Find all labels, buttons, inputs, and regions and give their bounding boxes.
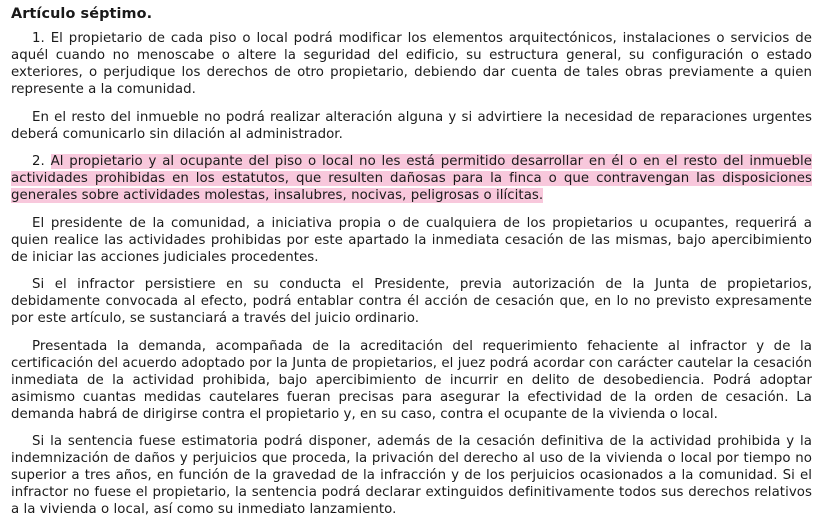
paragraph-2-2: El presidente de la comunidad, a iniciativa propia o de cualquiera de los propietarios u ocupantes, requerirá a quien realice las actividades prohibidas por este apartado la inmediata cesación de las mismas, bajo apercibimiento de iniciar las acciones judiciales procedentes. [11, 215, 812, 265]
paragraph-2-5: Si la sentencia fuese estimatoria podrá disponer, además de la cesación definitiva de la actividad prohibida y la indemnización de daños y perjuicios que proceda, la privación del derecho al uso de la vivienda o local por tiempo no superior a tres años, en función de la gravedad de la infracción y de los perjuicios ocasionados a la comunidad. Si el infractor no fuese el propietario, la sentencia podrá declarar extinguidos definitivamente todos sus derechos relativos a la vivienda o local, así como su inmediato lanzamiento. [11, 434, 812, 517]
highlighted-text[interactable]: Al propietario y al ocupante del piso o local no les está permitido desarrollar en él o en el resto del inmueble actividades prohibidas en los estatutos, que resulten dañosas para la finca o que contravengan las disposiciones generales sobre actividades molestas, insalubres, nocivas, peligrosas o ilícitas. [11, 154, 812, 203]
article-title: Artículo séptimo. [11, 6, 153, 22]
paragraph-2-4: Presentada la demanda, acompañada de la acreditación del requerimiento fehaciente al infractor y de la certificación del acuerdo adoptado por la Junta de propietarios, el juez podrá acordar con carácter cautelar la cesación inmediata de la actividad prohibida, bajo apercibimiento de incurrir en delito de desobediencia. Podrá adoptar asimismo cuantas medidas cautelares fueran precisas para asegurar la efectividad de la orden de cesación. La demanda habrá de dirigirse contra el propietario y, en su caso, contra el ocupante de la vivienda o local. [11, 338, 812, 422]
paragraph-number: 2. [32, 154, 51, 169]
paragraph-1-2: En el resto del inmueble no podrá realizar alteración alguna y si advirtiere la necesidad de reparaciones urgentes deberá comunicarlo sin dilación al administrador. [11, 109, 812, 142]
paragraph-2-1 [11, 153, 812, 204]
paragraph-2-3: Si el infractor persistiere en su conducta el Presidente, previa autorización de la Junta de propietarios, debidamente convocada al efecto, podrá entablar contra él acción de cesación que, en lo no previsto expresamente por este artículo, se sustanciará a través del juicio ordinario. [11, 277, 812, 326]
paragraph-1-1: 1. El propietario de cada piso o local podrá modificar los elementos arquitectónicos, instalaciones o servicios de aquél cuando no menoscabe o altere la seguridad del edificio, su estructura general, su configuración o estado exteriores, o perjudique los derechos de otro propietario, debiendo dar cuenta de tales obras previamente a quien represente a la comunidad. [11, 31, 812, 97]
